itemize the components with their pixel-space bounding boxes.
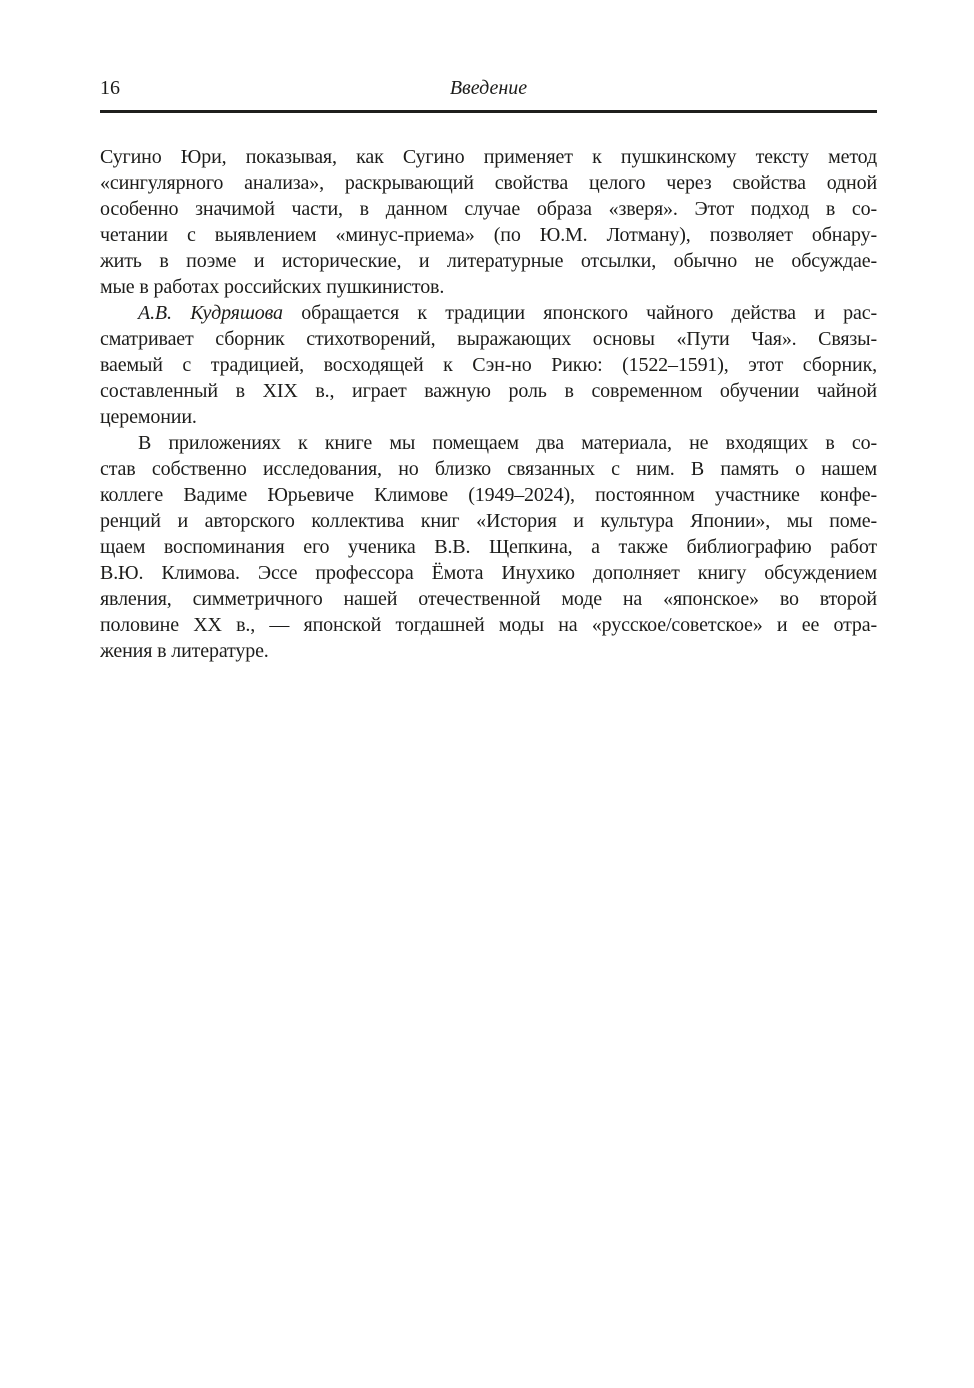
text-line: жения в литературе.	[100, 640, 269, 662]
text-line: мые в работах российских пушкинистов.	[100, 276, 445, 298]
text-line	[100, 300, 877, 326]
text-line: ваемый с традицией, восходящей к Сэн-но Рикю: (1522–1591), этот сборник,	[100, 354, 877, 376]
text-line: половине XX в., — японской тогдашней моды на «русское/советское» и ее отра-	[100, 614, 877, 636]
running-header	[100, 76, 877, 100]
text-line: коллеге Вадиме Юрьевиче Климове (1949–2024), постоянном участнике конфе-	[100, 484, 877, 506]
header-rule	[100, 110, 877, 113]
text-line: ренций и авторского коллектива книг «История и культура Японии», мы поме-	[100, 510, 877, 532]
running-title: Введение	[449, 77, 528, 99]
text-line: сматривает сборник стихотворений, выражающих основы «Пути Чая». Связы-	[100, 328, 877, 350]
text-line: жить в поэме и исторические, и литературные отсылки, обычно не обсуждае-	[100, 250, 877, 272]
text-line: церемонии.	[100, 406, 197, 428]
text-line: В.Ю. Климова. Эссе профессора Ёмота Инухико дополняет книгу обсуждением	[100, 562, 877, 584]
text-segment: обращается к традиции японского чайного действа и рас-	[282, 302, 877, 324]
text-line: «сингулярного анализа», раскрывающий свойства целого через свойства одной	[100, 172, 877, 194]
text-line: составленный в XIX в., играет важную роль в современном обучении чайной	[100, 380, 877, 402]
text-line: явления, симметричного нашей отечественной моде на «японское» во второй	[100, 588, 877, 610]
author-name-italic: А.В. Кудряшова	[138, 302, 283, 324]
text-line: став собственно исследования, но близко связанных с ним. В память о нашем	[100, 458, 877, 480]
text-line: щаем воспоминания его ученика В.В. Щепкина, а также библиографию работ	[100, 536, 877, 558]
paragraph-3	[100, 430, 877, 664]
text-line: четании с выявлением «минус-приема» (по Ю.М. Лотману), позволяет обнару-	[100, 224, 877, 246]
page-body	[100, 144, 877, 664]
text-line: особенно значимой части, в данном случае образа «зверя». Этот подход в со-	[100, 198, 877, 220]
text-line: Сугино Юри, показывая, как Сугино применяет к пушкинскому тексту метод	[100, 146, 877, 168]
text-line: В приложениях к книге мы помещаем два материала, не входящих в со-	[138, 432, 877, 454]
paragraph-2	[100, 300, 877, 430]
page-number: 16	[100, 77, 120, 99]
paragraph-1	[100, 144, 877, 300]
